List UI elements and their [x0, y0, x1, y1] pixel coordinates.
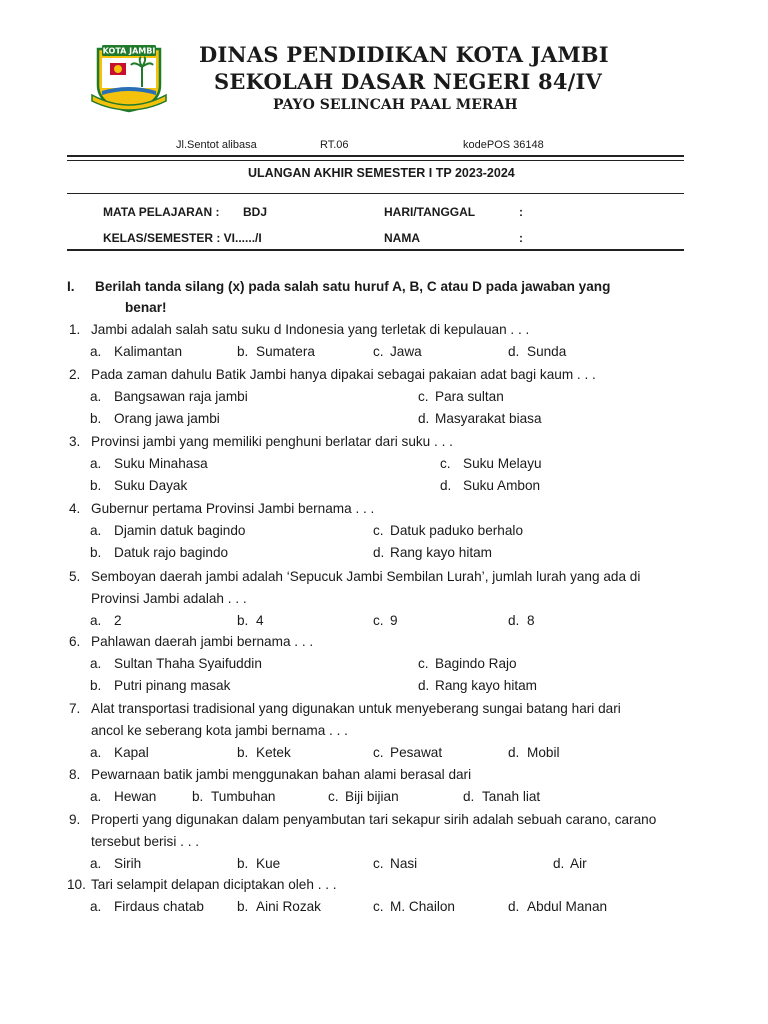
option-letter[interactable]: d.	[373, 545, 385, 560]
option-letter[interactable]: b.	[192, 789, 204, 804]
question-number: 3.	[69, 434, 81, 449]
student-name-field[interactable]: :	[519, 231, 523, 245]
option-letter[interactable]: a.	[90, 656, 102, 671]
question-number: 2.	[69, 367, 81, 382]
question-number: 7.	[69, 701, 81, 716]
question-text: Pewarnaan batik jambi menggunakan bahan alami berasal dari	[91, 767, 472, 782]
option-letter[interactable]: c.	[373, 344, 384, 359]
option-letter[interactable]: b.	[90, 478, 102, 493]
option-letter[interactable]: d.	[508, 745, 520, 760]
section-instruction: Berilah tanda silang (x) pada salah satu huruf A, B, C atau D pada jawaban yang	[95, 279, 611, 294]
answer-option[interactable]: 2	[114, 613, 122, 628]
date-label: HARI/TANGGAL	[384, 205, 476, 219]
school-title: SEKOLAH DASAR NEGERI 84/IV	[214, 69, 603, 94]
answer-option[interactable]: Tanah liat	[482, 789, 541, 804]
exam-title: ULANGAN AKHIR SEMESTER I TP 2023-2024	[248, 166, 515, 180]
option-letter[interactable]: a.	[90, 456, 102, 471]
question-number: 5.	[69, 569, 81, 584]
option-letter[interactable]: c.	[373, 856, 384, 871]
answer-option[interactable]: Sultan Thaha Syaifuddin	[114, 656, 262, 671]
option-letter[interactable]: b.	[90, 411, 102, 426]
question-text: Gubernur pertama Provinsi Jambi bernama . . .	[91, 501, 375, 516]
answer-option[interactable]: Orang jawa jambi	[114, 411, 220, 426]
answer-option[interactable]: Suku Dayak	[114, 478, 188, 493]
option-letter[interactable]: d.	[508, 613, 520, 628]
question-text: Tari selampit delapan diciptakan oleh . . .	[91, 877, 337, 892]
question-text: Semboyan daerah jambi adalah ‘Sepucuk Jambi Sembilan Lurah’, jumlah lurah yang ada di	[91, 569, 641, 584]
option-letter[interactable]: c.	[440, 456, 451, 471]
question-text: ancol ke seberang kota jambi bernama . . .	[91, 723, 348, 738]
office-title: DINAS PENDIDIKAN KOTA JAMBI	[199, 42, 609, 67]
question-text: Provinsi jambi yang memiliki penghuni berlatar dari suku . . .	[91, 434, 453, 449]
option-letter[interactable]: a.	[90, 613, 102, 628]
question-number: 8.	[69, 767, 81, 782]
answer-option[interactable]: Rang kayo hitam	[390, 545, 493, 560]
address-street: Jl.Sentot alibasa	[176, 139, 257, 151]
option-letter[interactable]: b.	[90, 678, 102, 693]
answer-option[interactable]: 9	[390, 613, 398, 628]
answer-option[interactable]: 8	[527, 613, 535, 628]
question-text: Alat transportasi tradisional yang digunakan untuk menyeberang sungai batang hari dari	[91, 701, 621, 716]
answer-option[interactable]: Djamin datuk bagindo	[114, 523, 246, 538]
class-semester-label: KELAS/SEMESTER : VI....../I	[103, 231, 262, 245]
option-letter[interactable]: d.	[553, 856, 565, 871]
address-rt: RT.06	[320, 139, 349, 151]
answer-option[interactable]: Datuk rajo bagindo	[114, 545, 229, 560]
answer-option[interactable]: Sirih	[114, 856, 142, 871]
option-letter[interactable]: c.	[373, 899, 384, 914]
answer-option[interactable]: Kalimantan	[114, 344, 183, 359]
answer-option[interactable]: Datuk paduko berhalo	[390, 523, 524, 538]
answer-option[interactable]: Sunda	[527, 344, 567, 359]
question-text: Properti yang digunakan dalam penyambutan tari sekapur sirih adalah sebuah carano, carano	[91, 812, 657, 827]
student-name-label: NAMA	[384, 231, 420, 245]
option-letter[interactable]: b.	[237, 344, 249, 359]
option-letter[interactable]: b.	[90, 545, 102, 560]
option-letter[interactable]: a.	[90, 389, 102, 404]
option-letter[interactable]: d.	[440, 478, 452, 493]
answer-option[interactable]: 4	[256, 613, 264, 628]
question-text: Provinsi Jambi adalah . . .	[91, 591, 247, 606]
question-number: 9.	[69, 812, 81, 827]
date-field[interactable]: :	[519, 205, 523, 219]
answer-option[interactable]: Putri pinang masak	[114, 678, 231, 693]
answer-option[interactable]: Jawa	[390, 344, 422, 359]
answer-option[interactable]: Masyarakat biasa	[435, 411, 542, 426]
answer-option[interactable]: Abdul Manan	[527, 899, 608, 914]
answer-option[interactable]: Kue	[256, 856, 281, 871]
answer-option[interactable]: M. Chailon	[390, 899, 455, 914]
option-letter[interactable]: c.	[328, 789, 339, 804]
option-letter[interactable]: a.	[90, 789, 102, 804]
option-letter[interactable]: a.	[90, 856, 102, 871]
option-letter[interactable]: a.	[90, 899, 102, 914]
school-location: PAYO SELINCAH PAAL MERAH	[273, 97, 518, 113]
option-letter[interactable]: c.	[373, 745, 384, 760]
option-letter[interactable]: d.	[418, 411, 430, 426]
question-text: Pahlawan daerah jambi bernama . . .	[91, 634, 314, 649]
option-letter[interactable]: b.	[237, 899, 249, 914]
answer-option[interactable]: Suku Ambon	[463, 478, 541, 493]
address-postal-code: kodePOS 36148	[463, 139, 544, 151]
answer-option[interactable]: Suku Melayu	[463, 456, 542, 471]
answer-option[interactable]: Aini Rozak	[256, 899, 321, 914]
question-number: 10.	[67, 877, 86, 892]
section-number: I.	[67, 279, 75, 294]
answer-option[interactable]: Kapal	[114, 745, 149, 760]
answer-option[interactable]: Bangsawan raja jambi	[114, 389, 248, 404]
option-letter[interactable]: b.	[237, 856, 249, 871]
header-divider-thin	[67, 160, 684, 161]
answer-option[interactable]: Air	[570, 856, 587, 871]
subject-value: BDJ	[243, 205, 268, 219]
question-number: 6.	[69, 634, 81, 649]
answer-option[interactable]: Firdaus chatab	[114, 899, 204, 914]
answer-option[interactable]: Sumatera	[256, 344, 315, 359]
kota-jambi-emblem-logo	[88, 43, 170, 113]
answer-option[interactable]: Nasi	[390, 856, 418, 871]
option-letter[interactable]: a.	[90, 344, 102, 359]
option-letter[interactable]: c.	[418, 656, 429, 671]
question-text: tersebut berisi . . .	[91, 834, 200, 849]
exam-title-divider	[67, 193, 684, 194]
answer-option[interactable]: Hewan	[114, 789, 157, 804]
answer-option[interactable]: Tumbuhan	[211, 789, 276, 804]
option-letter[interactable]: b.	[237, 613, 249, 628]
header-divider	[67, 155, 684, 157]
option-letter[interactable]: a.	[90, 523, 102, 538]
option-letter[interactable]: d.	[508, 899, 520, 914]
option-letter[interactable]: a.	[90, 745, 102, 760]
option-letter[interactable]: c.	[373, 523, 384, 538]
option-letter[interactable]: d.	[463, 789, 475, 804]
question-text: Pada zaman dahulu Batik Jambi hanya dipakai sebagai pakaian adat bagi kaum . . .	[91, 367, 596, 382]
answer-option[interactable]: Bagindo Rajo	[435, 656, 517, 671]
answer-option[interactable]: Biji bijian	[345, 789, 399, 804]
section-instruction-cont: benar!	[125, 300, 167, 315]
subject-label: MATA PELAJARAN :	[103, 205, 220, 219]
answer-option[interactable]: Rang kayo hitam	[435, 678, 538, 693]
option-letter[interactable]: d.	[508, 344, 520, 359]
answer-option[interactable]: Mobil	[527, 745, 560, 760]
question-number: 4.	[69, 501, 81, 516]
answer-option[interactable]: Para sultan	[435, 389, 504, 404]
logo-text: KOTA JAMBI	[102, 46, 156, 56]
info-divider	[67, 249, 684, 251]
option-letter[interactable]: b.	[237, 745, 249, 760]
option-letter[interactable]: c.	[418, 389, 429, 404]
question-text: Jambi adalah salah satu suku d Indonesia yang terletak di kepulauan . . .	[91, 322, 530, 337]
answer-option[interactable]: Pesawat	[390, 745, 443, 760]
answer-option[interactable]: Suku Minahasa	[114, 456, 208, 471]
answer-option[interactable]: Ketek	[256, 745, 291, 760]
option-letter[interactable]: d.	[418, 678, 430, 693]
question-number: 1.	[69, 322, 81, 337]
option-letter[interactable]: c.	[373, 613, 384, 628]
